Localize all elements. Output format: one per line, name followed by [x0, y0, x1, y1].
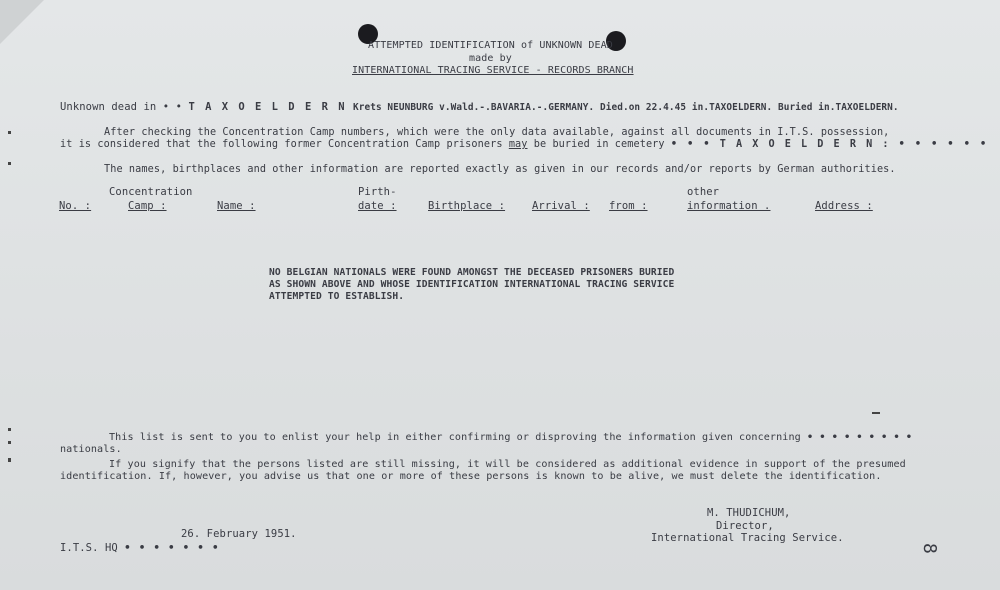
- col-name: Name :: [217, 200, 256, 212]
- col-from: from :: [609, 200, 648, 212]
- col-address: Address :: [815, 200, 873, 212]
- footer-line1-text: This list is sent to you to enlist your help in either confirming or disproving the information given concerning: [109, 432, 801, 443]
- para1-may: may: [508, 139, 528, 150]
- its-hq-label: I.T.S. HQ: [60, 542, 118, 554]
- col-birthplace: Birthplace :: [428, 200, 506, 212]
- para2: The names, birthplaces and other information are reported exactly as given in our records and/or reports by German authorities.: [104, 164, 896, 175]
- unknown-dead-details: Krets NEUNBURG v.Wald.-.BAVARIA.-.GERMANY. Died.on 22.4.45 in.TAXOELDERN. Buried in.TAXOELDERN.: [352, 102, 899, 113]
- notice-line3: ATTEMPTED TO ESTABLISH.: [269, 291, 405, 302]
- margin-tick: [8, 162, 11, 165]
- col-arrival: Arrival :: [532, 200, 590, 212]
- footer-line1-dots: • • • • • • • • •: [807, 432, 913, 443]
- para1-line2-post: be buried in cemetery: [533, 139, 665, 150]
- col-birthdate-top: Pirth-: [358, 186, 397, 198]
- signatory-org: International Tracing Service.: [651, 532, 844, 544]
- footer-line3: If you signify that the persons listed are still missing, it will be considered as additional evidence in support of the presumed: [109, 459, 906, 470]
- corner-mark: 8: [918, 543, 940, 554]
- col-camp: Camp :: [128, 200, 167, 212]
- made-by: made by: [469, 53, 512, 64]
- unknown-dead-label: Unknown dead in: [60, 101, 157, 113]
- ink-dash: [872, 412, 880, 414]
- unknown-dead-dots: • •: [162, 101, 183, 113]
- footer-line2: nationals.: [60, 444, 122, 455]
- col-other: information .: [687, 200, 771, 212]
- col-birthdate: date :: [358, 200, 397, 212]
- unknown-dead-place: T A X O E L D E R N: [188, 101, 347, 113]
- notice-line2: AS SHOWN ABOVE AND WHOSE IDENTIFICATION INTERNATIONAL TRACING SERVICE: [269, 279, 675, 290]
- para1-line2: [60, 139, 988, 150]
- col-no: No. :: [59, 200, 92, 212]
- para1-line2-pre: it is considered that the following former Concentration Camp prisoners: [60, 139, 503, 150]
- para1-line1: After checking the Concentration Camp numbers, which were the only data available, against all documents in I.T.S. possession,: [104, 127, 890, 138]
- folded-corner: [0, 0, 44, 44]
- notice-line1: NO BELGIAN NATIONALS WERE FOUND AMONGST THE DECEASED PRISONERS BURIED: [269, 267, 675, 278]
- margin-tick: [8, 428, 11, 431]
- margin-tick: [8, 441, 11, 444]
- signatory-role: Director,: [716, 520, 774, 532]
- its-hq-dots: • • • • • • •: [124, 542, 220, 554]
- margin-tick: [8, 458, 11, 462]
- signatory-name: M. THUDICHUM,: [707, 507, 791, 519]
- its-hq: [60, 542, 219, 554]
- col-other-top: other: [687, 186, 720, 198]
- col-camp-top: Concentration: [109, 186, 193, 198]
- unknown-dead-line: [60, 101, 899, 113]
- document-title: ATTEMPTED IDENTIFICATION of UNKNOWN DEAD: [368, 40, 613, 51]
- cemetery-name: • • • T A X O E L D E R N : • • • • • •: [670, 139, 989, 150]
- footer-line1: [109, 432, 912, 443]
- margin-tick: [8, 131, 11, 134]
- branch-title: INTERNATIONAL TRACING SERVICE - RECORDS BRANCH: [352, 65, 634, 76]
- footer-line4: identification. If, however, you advise us that one or more of these persons is known to be alive, we must delete the identification.: [60, 471, 882, 482]
- document-date: 26. February 1951.: [181, 528, 297, 540]
